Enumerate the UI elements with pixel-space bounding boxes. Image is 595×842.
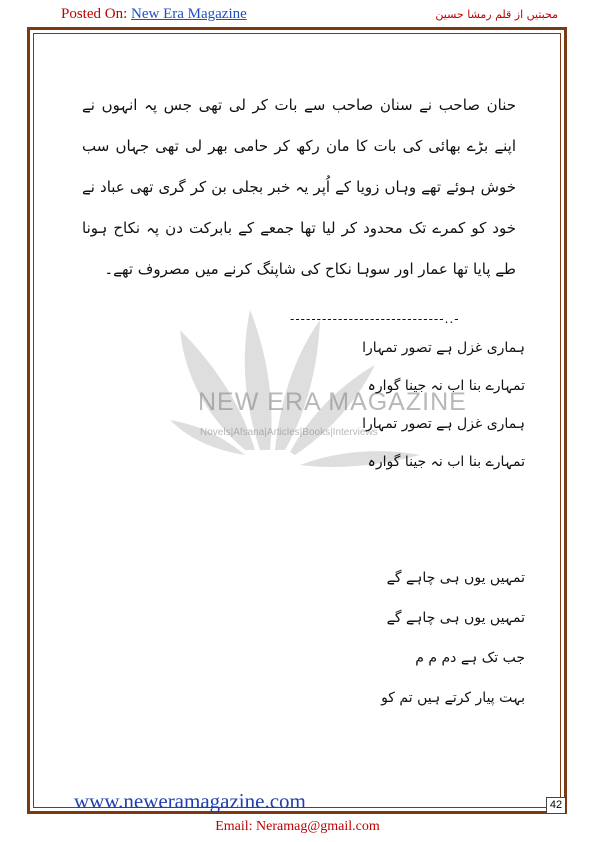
story-paragraph: حنان صاحب نے سنان صاحب سے بات کر لی تھی جس پہ انہوں نے اپنے بڑے بھائی کی بات کا مان رکھ کر حامی بھر لی تھی جہاں سب خوش ہوئے تھے وہاں زویا کے اُپر یہ خبر بجلی بن کر گری تھی عباد نے خود کو کمرے تک محدود کر لیا تھا جمعے کے بابرکت دن پہ نکاح ہونا طے پایا تھا عمار اور سوہا نکاح کی شاپنگ کرنے میں مصروف تھے۔ [82, 96, 516, 278]
author-tag: محبتیں از قلم رمشا حسین [435, 8, 558, 21]
poem-line: بہت پیار کرتے ہیں تم کو [381, 690, 525, 706]
contact-email: Email: Neramag@gmail.com [215, 819, 380, 834]
poem-line: ہماری غزل ہے تصور تمہارا [362, 416, 525, 432]
section-separator: -----------------------------..- [290, 312, 460, 326]
poem-line: تمہیں یوں ہی چاہے گے [386, 610, 525, 626]
page-number: 42 [546, 797, 566, 814]
poem-line: ہماری غزل ہے تصور تمہارا [362, 340, 525, 356]
website-url[interactable]: www.neweramagazine.com [74, 789, 306, 813]
magazine-link[interactable]: New Era Magazine [131, 6, 247, 22]
poem-line: تمہارے بنا اب نہ جینا گوارہ [367, 378, 525, 394]
watermark-subtitle: Novels|Afsana|Articles|Books|Interviews [200, 427, 378, 438]
poem-line: تمہارے بنا اب نہ جینا گوارہ [367, 454, 525, 470]
posted-on-label: Posted On: [61, 6, 128, 22]
poem-line: جب تک ہے دم م م [415, 650, 525, 666]
posted-on-header [61, 6, 247, 23]
poem-line: تمہیں یوں ہی چاہے گے [386, 570, 525, 586]
watermark-title: NEW ERA MAGAZINE [198, 388, 467, 416]
